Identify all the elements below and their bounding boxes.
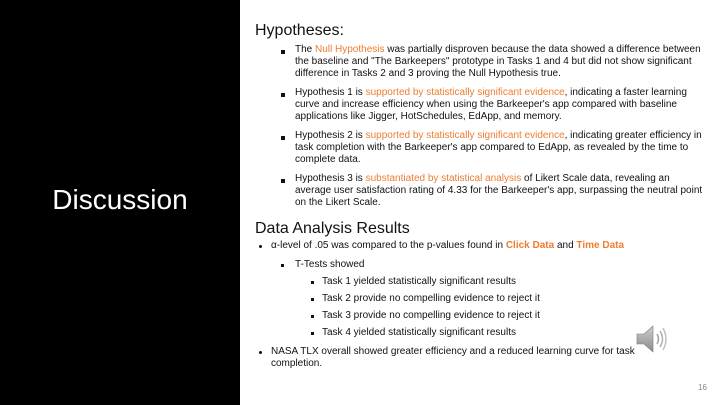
- alpha-text: and: [554, 240, 577, 251]
- left-title-panel: [0, 0, 240, 405]
- hypothesis-item-text: The: [295, 44, 316, 55]
- hypothesis-highlight: supported by statistically significant evidence: [365, 130, 565, 141]
- speaker-icon[interactable]: [635, 323, 671, 355]
- task-result-item: Task 3 provide no compelling evidence to reject it: [322, 310, 540, 321]
- hypothesis-highlight: Null Hypothesis: [315, 44, 385, 55]
- bullet-square-icon: [281, 93, 285, 97]
- click-data-link[interactable]: Click Data: [505, 240, 555, 251]
- bullet-square-icon: [281, 50, 285, 54]
- bullet-square-icon: [311, 281, 314, 284]
- hypothesis-item-text: of Likert Scale data, revealing an average user satisfaction rating of 4.33 for the Barkeeper's app, surpassing the neutral point on the Likert Scale.: [295, 173, 703, 209]
- alpha-level-item: [271, 240, 701, 252]
- bullet-square-icon: [281, 179, 285, 183]
- hypothesis-item-text: was partially disproven because the data showed a difference between the baseline and "The Barkeepers" prototype in Tasks 1 and 4 but did not show significant difference in Tasks 2 and 3 proving the Null Hypothesis true.: [295, 44, 701, 80]
- hypothesis-item-text: , indicating a faster learning curve and increase efficiency when using the Barkeeper's app compared with baseline applications like Jigger, HotSchedules, EdApp, and memory.: [295, 87, 687, 123]
- bullet-dot-icon: [259, 245, 262, 248]
- hypothesis-highlight: substantiated by statistical analysis: [365, 173, 522, 184]
- hypothesis-item-text: , indicating greater efficiency in task completion with the Barkeeper's app compared to EdApp, as revealed by the time to complete data.: [295, 130, 702, 166]
- slide-section-title: Discussion: [52, 184, 188, 215]
- hypothesis-highlight: supported by statistically significant evidence: [365, 87, 565, 98]
- bullet-square-icon: [311, 315, 314, 318]
- task-result-item: Task 1 yielded statistically significant results: [322, 276, 516, 287]
- analysis-heading: Data Analysis Results: [255, 220, 410, 237]
- task-result-item: Task 4 yielded statistically significant results: [322, 327, 516, 338]
- bullet-dot-icon: [259, 351, 262, 354]
- bullet-square-icon: [281, 264, 284, 267]
- hypothesis-item-text: Hypothesis 1 is: [295, 87, 366, 98]
- hypothesis-item-2: [295, 130, 705, 167]
- bullet-square-icon: [311, 298, 314, 301]
- hypothesis-item-text: Hypothesis 2 is: [295, 130, 366, 141]
- nasa-tlx-item: NASA TLX overall showed greater efficiency and a reduced learning curve for task completion.: [271, 346, 635, 370]
- hypothesis-item-3: [295, 173, 705, 210]
- ttests-label: T-Tests showed: [295, 259, 365, 270]
- time-data-link[interactable]: Time Data: [576, 240, 625, 251]
- task-result-item: Task 2 provide no compelling evidence to reject it: [322, 293, 540, 304]
- alpha-text: α-level of .05 was compared to the p-values found in: [271, 240, 506, 251]
- bullet-square-icon: [311, 332, 314, 335]
- bullet-square-icon: [281, 136, 285, 140]
- hypothesis-item-null: [295, 44, 705, 81]
- page-number: 16: [698, 383, 707, 392]
- hypotheses-heading: Hypotheses:: [255, 22, 344, 39]
- hypothesis-item-1: [295, 87, 705, 124]
- hypothesis-item-text: Hypothesis 3 is: [295, 173, 366, 184]
